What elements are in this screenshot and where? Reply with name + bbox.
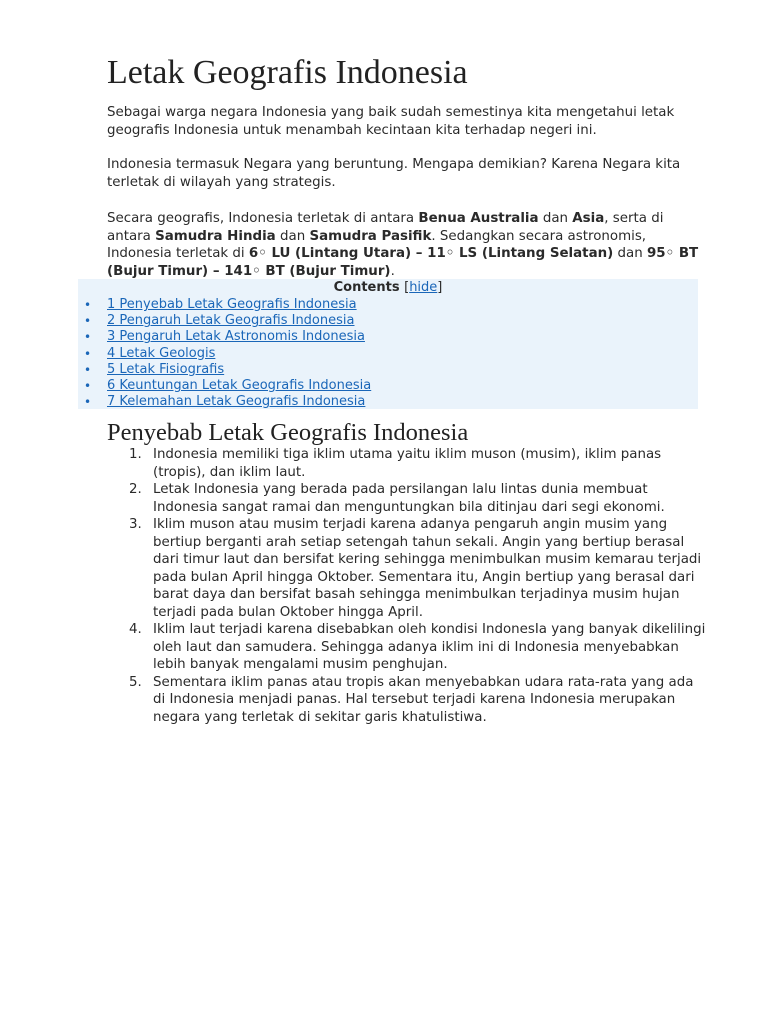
bold-samudra-hindia: Samudra Hindia <box>155 228 276 244</box>
bullet-icon: • <box>84 314 92 329</box>
bullet-icon: • <box>84 362 92 377</box>
section-heading-penyebab: Penyebab Letak Geografis Indonesia <box>107 419 469 446</box>
intro-paragraph-3 <box>107 210 701 280</box>
intro-paragraph-2: Indonesia termasuk Negara yang beruntung. Mengapa demikian? Karena Negara kita terletak di wilayah yang strategis. <box>107 157 681 190</box>
list-item <box>107 446 707 481</box>
text-span: dan <box>275 228 310 244</box>
toc-link-fisiografis[interactable]: 5 Letak Fisiografis <box>107 361 225 377</box>
text-span: . Sedangkan secara astronomis, Indonesia terletak di <box>107 228 647 261</box>
bullet-icon: • <box>84 330 92 345</box>
table-of-contents <box>78 279 698 409</box>
list-number: 4. <box>129 622 142 637</box>
bold-asia: Asia <box>572 211 605 226</box>
bracket-close: ] <box>437 280 443 295</box>
bullet-icon: • <box>84 346 92 361</box>
toc-hide-link[interactable]: hide <box>409 280 438 295</box>
toc-link-pengaruh-geografis[interactable]: 2 Pengaruh Letak Geografis Indonesia <box>107 313 355 329</box>
bold-benua-australia: Benua Australia <box>418 211 539 226</box>
toc-item <box>78 394 698 410</box>
toc-title-label: Contents <box>333 280 400 295</box>
text-span: dan <box>613 246 647 261</box>
bullet-icon: • <box>84 298 92 312</box>
list-item-text: Indonesia memiliki tiga iklim utama yaitu iklim muson (musim), iklim panas (tropis), dan iklim laut. <box>153 447 662 480</box>
toc-title <box>78 279 698 297</box>
toc-item <box>78 378 698 394</box>
toc-hide-wrapper <box>404 280 442 295</box>
bullet-icon: • <box>84 378 92 393</box>
toc-item <box>78 297 698 313</box>
text-span: Secara geografis, Indonesia terletak di antara <box>107 211 419 226</box>
toc-item <box>78 362 698 378</box>
list-item-text: Iklim laut terjadi karena disebabkan oleh kondisi IndonesIa yang banyak dikelilingi oleh laut dan samudera. Sehingga adanya iklim ini di Indonesia menyebabkan lebih banyak mengalami musim penghujan. <box>153 622 706 672</box>
text-span: dan <box>538 211 573 226</box>
bracket-open: [ <box>404 280 410 295</box>
list-item-text: Sementara iklim panas atau tropis akan menyebabkan udara rata-rata yang ada di Indonesia menjadi panas. Hal tersebut terjadi karena Indonesia merupakan negara yang terletak di sekitar garis khatulistiwa. <box>153 674 694 725</box>
toc-link-penyebab[interactable]: 1 Penyebab Letak Geografis Indonesia <box>107 297 357 312</box>
list-item <box>107 481 707 516</box>
list-number: 3. <box>129 517 142 532</box>
bold-latitude-range: 6◦ LU (Lintang Utara) – 11◦ LS (Lintang Selatan) <box>248 246 614 261</box>
page-title: Letak Geografis Indonesia <box>107 54 468 91</box>
text-span: . <box>390 263 395 279</box>
list-item-text: Iklim muson atau musim terjadi karena adanya pengaruh angin musim yang bertiup berganti arah setiap setengah tahun sekali. Angin yang bertiup berasal dari timur laut dan bersifat kering sehingga menimbulkan musim kemarau terjadi pada bulan April hingga Oktober. Sementara itu, Angin bertiup yang berasal dari barat daya dan bersifat basah sehingga menimbulkan terjadinya musim hujan terjadi pada bulan Oktober hingga April. <box>153 517 702 620</box>
toc-list <box>78 297 698 410</box>
toc-item <box>78 313 698 329</box>
intro-paragraph-1: Sebagai warga negara Indonesia yang baik sudah semestinya kita mengetahui letak geografis Indonesia untuk menambah kecintaan kita terhadap negeri ini. <box>107 105 675 138</box>
list-item-text: Letak Indonesia yang berada pada persilangan lalu lintas dunia membuat Indonesia sangat ramai dan menguntungkan bila ditinjau dari segi ekonomi. <box>153 482 665 515</box>
toc-link-geologis[interactable]: 4 Letak Geologis <box>107 345 216 361</box>
toc-link-pengaruh-astronomis[interactable]: 3 Pengaruh Letak Astronomis Indonesia <box>107 329 365 345</box>
toc-item <box>78 346 698 362</box>
toc-item <box>78 329 698 345</box>
toc-link-kelemahan[interactable]: 7 Kelemahan Letak Geografis Indonesia <box>107 394 366 410</box>
toc-link-keuntungan[interactable]: 6 Keuntungan Letak Geografis Indonesia <box>107 377 372 393</box>
list-number: 2. <box>129 482 142 497</box>
bold-samudra-pasifik: Samudra Pasifik <box>309 228 432 244</box>
list-number: 5. <box>129 674 142 690</box>
bullet-icon: • <box>84 395 92 410</box>
list-item <box>107 516 707 621</box>
bold-longitude-range: 95◦ BT (Bujur Timur) – 141◦ BT (Bujur Timur) <box>107 246 699 279</box>
causes-list <box>107 446 707 726</box>
list-item <box>107 674 707 727</box>
text-span: , serta di antara <box>107 211 664 244</box>
list-number: 1. <box>129 447 142 462</box>
list-item <box>107 621 707 674</box>
